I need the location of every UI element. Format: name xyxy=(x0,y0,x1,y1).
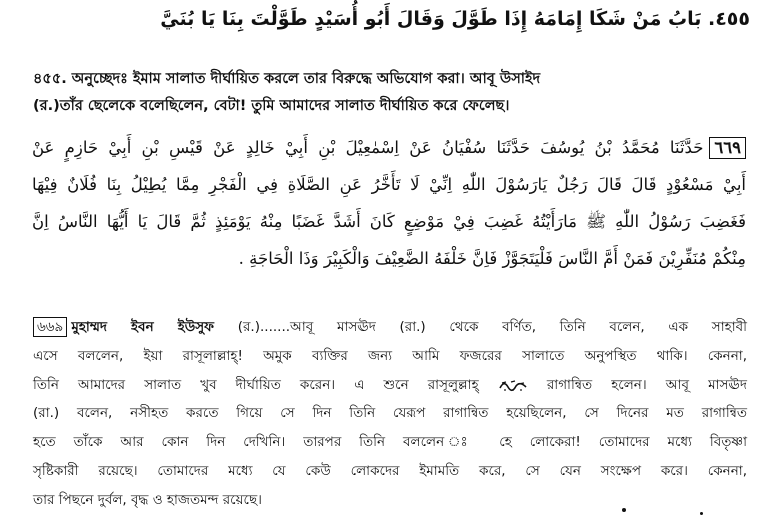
bengali-chapter-heading xyxy=(33,66,749,120)
bengali-translation-line: হতে তাঁকে আর কোন দিন দেখিনি। তারপর তিনি বললেন ঃ হে লোকেরা! তোমাদের মধ্যে বিতৃষ্ণা xyxy=(33,434,747,451)
bengali-chapter-line: ৪৫৫. অনুচ্ছেদঃ ইমাম সালাত দীর্ঘায়িত করলে তার বিরুদ্ধে অভিযোগ করা। আবূ উসাইদ xyxy=(33,71,541,87)
narrator-name: মুহাম্মদ ইবন ইউসুফ xyxy=(71,319,215,335)
arabic-hadith-line: فَغَضِبَ رَسُوْلُ اللّٰهِ ﷺ مَارَأَيْتُهُ غَضِبَ فِيْ مَوْضِعٍ كَانَ أَشَدَّ غَضَبًا مِنْهُ يَوْمَئِذٍ ثُمَّ قَالَ يَا أَيُّهَا النَّاسُ اِنَّ xyxy=(32,212,746,231)
bengali-translation-line: তার পিছনে দুর্বল, বৃদ্ধ ও হাজতমন্দ রয়েছে। xyxy=(33,491,262,508)
arabic-hadith-number: ٦٦٩ xyxy=(709,137,746,159)
arabic-hadith-line: مِنْكُمْ مُنَفِّرِيْنَ فَمَنْ أَمَّ النَّاسَ فَلْيَتَجَوَّزْ فَاِنَّ خَلْفَهُ الضَّعِيْفَ وَالْكَبِيْرَ وَذَا الْحَاجَةِ . xyxy=(238,249,746,268)
bengali-chapter-line: (র.)তাঁর ছেলেকে বলেছিলেন, বেটা! তুমি আমাদের সালাত দীর্ঘায়িত করে ফেলেছ। xyxy=(33,98,510,114)
salutation-calligraphy-icon xyxy=(498,378,528,392)
bengali-translation-line: (রা.) বলেন, নসীহত করতে গিয়ে সে দিন তিনি যেরূপ রাগান্বিত হয়েছিলেন, সে দিনের মত রাগান্বিত xyxy=(33,405,747,422)
arabic-chapter-number: ٤٥٥. xyxy=(707,8,750,30)
bengali-translation xyxy=(33,313,747,515)
arabic-hadith-line: أَبِيْ مَسْعُوْدٍ قَالَ قَالَ رَجُلٌ يَارَسُوْلَ اللّٰهِ اِنِّيْ لَا تَأَخَّرُ عَنِ الصَّلَاةِ فِي الْفَجْرِ مِمَّا يُطِيْلُ بِنَا فُلَانٌ فِيْهَا xyxy=(32,175,746,194)
scan-speck xyxy=(700,512,703,515)
arabic-chapter-title: بَابُ مَنْ شَكَا إِمَامَهُ إِذَا طَوَّلَ وَقَالَ أَبُو أُسَيْدٍ طَوَّلْتَ بِنَا يَا بُنَيَّ xyxy=(160,8,702,30)
bengali-translation-line: এসে বললেন, ইয়া রাসূলাল্লাহ্! অমুক ব্যক্তির জন্য আমি ফজরের সালাতে অনুপস্থিত থাকি। কেননা, xyxy=(33,347,747,364)
arabic-chapter-heading xyxy=(160,2,750,36)
bengali-hadith-number: ৬৬৯ xyxy=(33,317,67,337)
bengali-translation-line: সৃষ্টিকারী রয়েছে। তোমাদের মধ্যে যে কেউ লোকদের ইমামতি করে, সে যেন সংক্ষেপ করে। কেননা, xyxy=(33,462,747,479)
arabic-hadith-line: ٦٦٩حَدَّثَنَا مُحَمَّدُ بْنُ يُوسُفَ حَدَّثَنَا سُفْيَانُ عَنْ اِسْمٰعِيْلَ بْنِ أَبِيْ خَالِدٍ عَنْ قَيْسِ بْنِ أَبِيْ حَازِمٍ عَنْ xyxy=(32,129,746,166)
bengali-translation-line: তিনি আমাদের সালাত খুব দীর্ঘায়িত করেন। এ শুনে রাসূলুল্লাহ্ রাগান্বিত হলেন। আবূ মাসঊদ xyxy=(33,376,747,393)
bengali-translation-line: ৬৬৯ মুহাম্মদ ইবন ইউসুফ (র.).......আবূ মাসঊদ (রা.) থেকে বর্ণিত, তিনি বলেন, এক সাহাবী xyxy=(33,313,747,342)
scan-speck xyxy=(622,508,626,512)
arabic-hadith-text xyxy=(32,129,746,277)
